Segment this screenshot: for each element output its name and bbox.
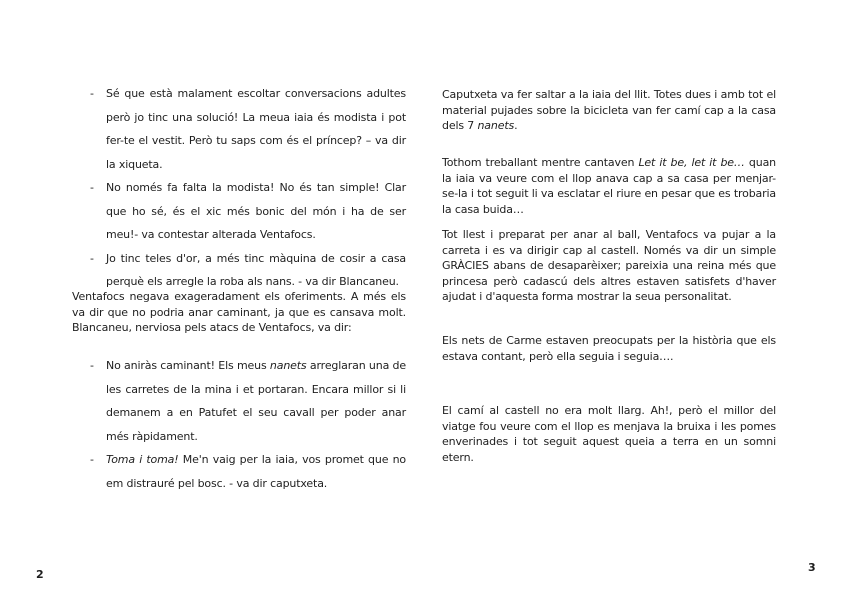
paragraph-4: Els nets de Carme estaven preocupats per la història que els estava contant, però ella seguia i seguia…. (442, 334, 776, 363)
paragraph-1: Caputxeta va fer saltar a la iaia del llit. Totes dues i amb tot el material pujades sobre la bicicleta van fer camí cap a la casa dels 7 nanets. (442, 88, 776, 132)
dialogue-list-2 (90, 354, 406, 495)
dialogue-line: - Sé que està malament escoltar conversacions adultes però jo tinc una solució! La meua iaia és modista i pot fer-te el vestit. Però tu saps com és el príncep? – va dir la xiqueta. (90, 82, 406, 176)
paragraph-5: El camí al castell no era molt llarg. Ah!, però el millor del viatge fou veure com el llop es menjava la bruixa i les pomes enverinades i tot seguit aquest queia a terra en un somni etern. (442, 404, 776, 464)
paragraph-2: Tothom treballant mentre cantaven Let it be, let it be… quan la iaia va veure com el llop anava cap a sa casa per menjar-se-la i tot seguit li va esclatar el riure en pesar que es trobaria la casa buida… (442, 156, 776, 216)
page-number: 3 (808, 561, 816, 574)
dialogue-line: - Toma i toma! Me'n vaig per la iaia, vos promet que no em distrauré pel bosc. - va dir caputxeta. (90, 448, 406, 495)
narration-paragraph: Ventafocs negava exageradament els oferiments. A més els va dir que no podria anar caminant, ja que es cansava molt. Blancaneu, nerviosa pels atacs de Ventafocs, va dir: (72, 290, 406, 334)
dialogue-line: - Jo tinc teles d'or, a més tinc màquina de cosir a casa perquè els arregle la roba als nans. - va dir Blancaneu. (90, 247, 406, 294)
dialogue-list-1 (90, 82, 406, 294)
right-page (424, 0, 848, 599)
dialogue-line: - No només fa falta la modista! No és tan simple! Clar que ho sé, és el xic més bonic del món i ha de ser meu!- va contestar alterada Ventafocs. (90, 176, 406, 247)
paragraph-3: Tot llest i preparat per anar al ball, Ventafocs va pujar a la carreta i es va dirigir cap al castell. Només va dir un simple GRÀCIES abans de desaparèixer; pareixia una reina més que princesa però cadascú dels altres estaven satisfets d'haver ajudat i d'aquesta forma mostrar la seua personalitat. (442, 228, 776, 303)
dialogue-line: - No aniràs caminant! Els meus nanets arreglaran una de les carretes de la mina i et portaran. Encara millor si li demanem a en Patufet el seu cavall per poder anar més ràpidament. (90, 354, 406, 448)
page-number: 2 (36, 568, 44, 581)
